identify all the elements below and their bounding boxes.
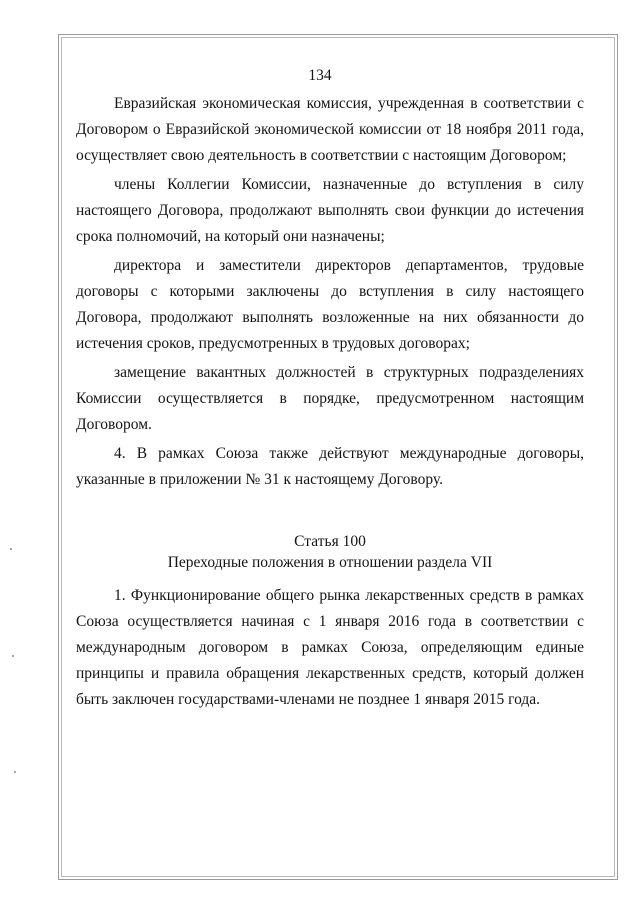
article-heading — [76, 531, 584, 573]
paragraph: Евразийская экономическая комиссия, учрежденная в соответствии с Договором о Евразийской экономической комиссии от 18 ноября 2011 года, осуществляет свою деятельность в соответствии с настоящим Договором; — [76, 95, 584, 164]
paragraph: 4. В рамках Союза также действуют международные договоры, указанные в приложении № 31 к настоящему Договору. — [76, 445, 584, 488]
paragraph: члены Коллегии Комиссии, назначенные до вступления в силу настоящего Договора, продолжают выполнять свои функции до истечения срока полномочий, на который они назначены; — [76, 176, 584, 245]
scan-speck — [10, 548, 12, 550]
paragraph: 1. Функционирование общего рынка лекарственных средств в рамках Союза осуществляется начиная с 1 января 2016 года в соответствии с международным договором в рамках Союза, определяющим единые принципы и правила обращения лекарственных средств, который должен быть заключен государствами-членами не позднее 1 января 2015 года. — [76, 587, 584, 708]
document-body — [76, 91, 584, 716]
page-number: 134 — [308, 67, 332, 84]
paragraph: директора и заместители директоров департаментов, трудовые договоры с которыми заключены до вступления в силу настоящего Договора, продолжают выполнять возложенные на них обязанности до истечения сроков, предусмотренных в трудовых договорах; — [76, 257, 584, 352]
article-subtitle: Переходные положения в отношении раздела VII — [167, 554, 493, 571]
article-title: Статья 100 — [294, 533, 366, 550]
paragraph: замещение вакантных должностей в структурных подразделениях Комиссии осуществляется в порядке, предусмотренном настоящим Договором. — [76, 364, 584, 433]
scan-speck — [12, 655, 14, 657]
scan-speck — [14, 771, 16, 773]
